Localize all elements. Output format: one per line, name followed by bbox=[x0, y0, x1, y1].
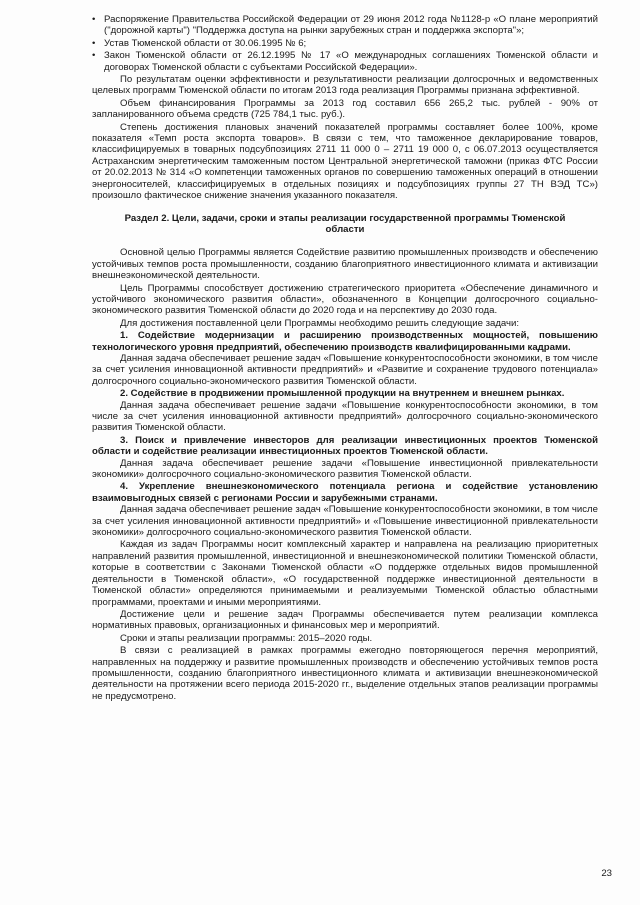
paragraph: Каждая из задач Программы носит комплексный характер и направлена на реализацию приоритетных направлений развития промышленной, инвестиционной и внешнеэкономической политики Тюменской области, которые в соответствии с Законами Тюменской области «О поддержке отдельных видов промышленной деятельности в Тюменской области», «О государственной поддержке инвестиционной деятельности в Тюменской области» определяются принимаемыми и реализуемыми Тюменской областью областными программами, проектами и иными мероприятиями. bbox=[92, 539, 598, 608]
bullet-marker: • bbox=[92, 37, 96, 49]
paragraph: По результатам оценки эффективности и результативности реализации долгосрочных и ведомственных целевых программ Тюменской области по итогам 2013 года реализация Программы признана эффективной. bbox=[92, 74, 598, 97]
task-title-text: 2. Содействие в продвижении промышленной продукции на внутреннем и внешнем рынках. bbox=[120, 388, 565, 400]
bullet-marker: • bbox=[92, 50, 96, 62]
task-description: Данная задача обеспечивает решение задачи «Повышение инвестиционной привлекательности экономики» долгосрочного социально-экономического развития Тюменской области. bbox=[92, 457, 598, 481]
task-title bbox=[92, 330, 598, 353]
task-description: Данная задача обеспечивает решение задач «Повышение конкурентоспособности экономики, в том числе за счет усиления инновационной активности предприятий» и «Развитие и сохранение трудового потенциала» долгосрочного социально-экономического развития Тюменской области. bbox=[92, 352, 598, 387]
bullet-text: Устав Тюменской области от 30.06.1995 № 6; bbox=[104, 37, 307, 49]
paragraph: Основной целью Программы является Содействие развитию промышленных производств и обеспечению устойчивых темпов роста промышленности, созданию благоприятного инвестиционного климата и активизации внешнеэкономической деятельности. bbox=[92, 247, 598, 282]
paragraph: Цель Программы способствует достижению стратегического приоритета «Обеспечение динамичного и устойчивого экономического развития области», обозначенного в Концепции долгосрочного социально-экономического развития Тюменской области до 2020 года и на перспективу до 2030 года. bbox=[92, 282, 598, 317]
task-title bbox=[92, 388, 598, 399]
task-title-text: 1. Содействие модернизации и расширению производственных мощностей, повышению технологического уровня предприятий, обеспечению производств квалифицированными кадрами. bbox=[92, 330, 598, 353]
task-title-text: 4. Укрепление внешнеэкономического потенциала региона и содействие установлению взаимовыгодных связей с регионами России и зарубежными странами. bbox=[92, 481, 598, 504]
bullet-item bbox=[92, 14, 598, 37]
bullet-text: Закон Тюменской области от 26.12.1995 № 17 «О международных соглашениях Тюменской области и договорах Тюменской области с субъектами Российской Федерации». bbox=[104, 50, 598, 73]
task-title-text: 3. Поиск и привлечение инвесторов для реализации инвестиционных проектов Тюменской области и содействие реализации инвестиционных проектов Тюменской области. bbox=[92, 434, 598, 458]
task-title bbox=[92, 435, 598, 458]
bullet-text: Распоряжение Правительства Российской Федерации от 29 июня 2012 года №1128-р «О плане мероприятий ("дорожной карты") "Поддержка доступа на рынки зарубежных стран и поддержка экспорта"»; bbox=[104, 14, 598, 37]
paragraph: В связи с реализацией в рамках программы ежегодно повторяющегося перечня мероприятий, направленных на поддержку и развитие промышленных производств и обеспечению устойчивых темпов роста промышленности, созданию благоприятного инвестиционного климата и активизации внешнеэкономической деятельности на протяжении всего периода 2015-2020 гг., выделение отдельных этапов реализации программы не предусмотрено. bbox=[92, 645, 598, 702]
task-title bbox=[92, 481, 598, 504]
paragraph: Сроки и этапы реализации программы: 2015–2020 годы. bbox=[120, 632, 373, 644]
paragraph: Степень достижения плановых значений показателей программы составляет более 100%, кроме показателя «Темп роста экспорта товаров». В связи с тем, что таможенное декларирование товаров, классифицируемых в товарных подсубпозициях 2711 11 000 0 – 2711 19 000 0, с 06.07.2013 осуществляется Астраханским энергетическим таможенным постом Центральной энергетической таможни (приказ ФТС России от 20.02.2013 № 314 «О компетенции таможенных органов по совершению таможенных операций в отношении энергоносителей, классифицируемых в отдельных позициях и подсубпозициях группы 27 ТН ВЭД ТС») произошло фактическое снижение значения указанного показателя. bbox=[92, 121, 598, 202]
paragraph: Достижение цели и решение задач Программы обеспечивается путем реализации комплекса нормативных правовых, организационных и финансовых мер и мероприятий. bbox=[92, 608, 598, 632]
bullet-item bbox=[92, 38, 598, 49]
task-description: Данная задача обеспечивает решение задач «Повышение конкурентоспособности экономики, в том числе за счет усиления инновационной активности предприятий» и «Повышение инвестиционной привлекательности экономики» долгосрочного социально-экономического развития Тюменской области. bbox=[92, 504, 598, 539]
bullet-marker: • bbox=[92, 14, 96, 25]
bullet-item bbox=[92, 50, 598, 73]
section-heading: Раздел 2. Цели, задачи, сроки и этапы реализации государственной программы Тюменской области bbox=[124, 212, 566, 235]
paragraph: Для достижения поставленной цели Программы необходимо решить следующие задачи: bbox=[120, 317, 520, 329]
task-description: Данная задача обеспечивает решение задачи «Повышение конкурентоспособности экономики, в том числе за счет усиления инновационной активности предприятий» долгосрочного социально-экономического развития Тюменской области. bbox=[92, 399, 598, 434]
paragraph: Объем финансирования Программы за 2013 год составил 656 265,2 тыс. рублей - 90% от запланированного объема средств (725 784,1 тыс. руб.). bbox=[92, 97, 598, 121]
page-number: 23 bbox=[601, 867, 612, 879]
